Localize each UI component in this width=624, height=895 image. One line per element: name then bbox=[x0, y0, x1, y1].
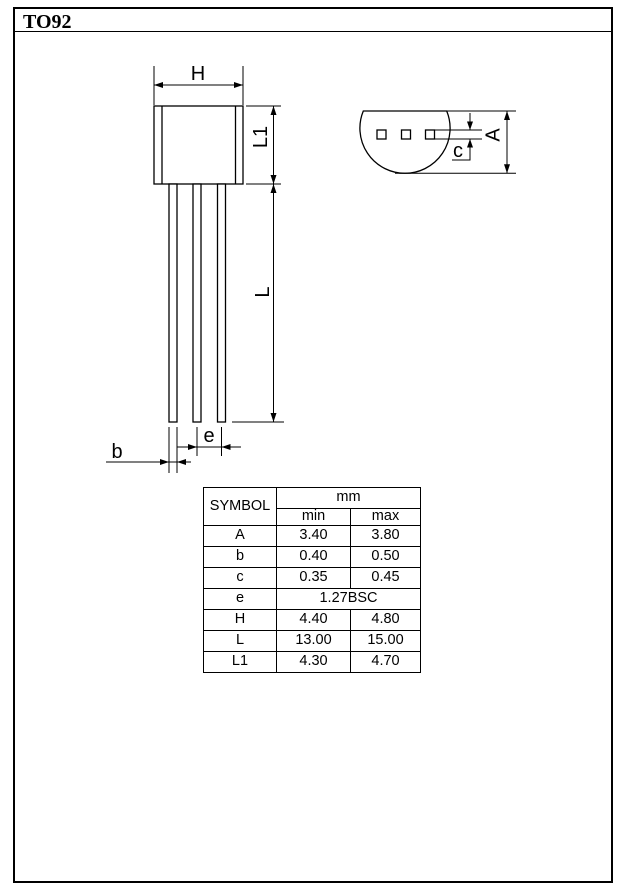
table-row-L1 bbox=[204, 652, 421, 673]
symbol-cell: H bbox=[204, 610, 277, 631]
lead-3-section bbox=[426, 130, 435, 139]
package-body bbox=[154, 106, 243, 184]
min-cell: 4.40 bbox=[277, 610, 351, 631]
dim-label-L1: L1 bbox=[250, 125, 272, 149]
max-cell: 4.70 bbox=[351, 652, 421, 673]
table-header-row-1 bbox=[204, 488, 421, 509]
table-row-e bbox=[204, 589, 421, 610]
table-row-L bbox=[204, 631, 421, 652]
symbol-cell: c bbox=[204, 568, 277, 589]
symbol-cell: b bbox=[204, 547, 277, 568]
front-view bbox=[106, 63, 284, 473]
symbol-cell: L bbox=[204, 631, 277, 652]
table-header-min: min bbox=[277, 509, 351, 526]
dimension-table bbox=[203, 487, 421, 673]
lead-1-section bbox=[377, 130, 386, 139]
lead-1 bbox=[169, 184, 177, 422]
symbol-cell: L1 bbox=[204, 652, 277, 673]
max-cell: 4.80 bbox=[351, 610, 421, 631]
max-cell: 15.00 bbox=[351, 631, 421, 652]
value-cell: 1.27BSC bbox=[277, 589, 421, 610]
table-row-H bbox=[204, 610, 421, 631]
lead-2-section bbox=[402, 130, 411, 139]
max-cell: 0.50 bbox=[351, 547, 421, 568]
dim-label-H: H bbox=[190, 63, 206, 85]
lead-2 bbox=[193, 184, 201, 422]
min-cell: 0.35 bbox=[277, 568, 351, 589]
dim-label-L: L bbox=[252, 286, 274, 298]
symbol-cell: e bbox=[204, 589, 277, 610]
page-title: TO92 bbox=[23, 11, 72, 33]
min-cell: 13.00 bbox=[277, 631, 351, 652]
min-cell: 3.40 bbox=[277, 526, 351, 547]
dim-label-b: b bbox=[111, 441, 123, 463]
min-cell: 4.30 bbox=[277, 652, 351, 673]
table-header-symbol: SYMBOL bbox=[204, 488, 277, 526]
max-cell: 0.45 bbox=[351, 568, 421, 589]
table-row-c bbox=[204, 568, 421, 589]
symbol-cell: A bbox=[204, 526, 277, 547]
min-cell: 0.40 bbox=[277, 547, 351, 568]
max-cell: 3.80 bbox=[351, 526, 421, 547]
dim-label-c: c bbox=[453, 140, 463, 162]
package-body-top-outline bbox=[360, 111, 450, 173]
dim-label-e: e bbox=[203, 425, 215, 447]
top-view bbox=[360, 111, 516, 173]
table-row-A bbox=[204, 526, 421, 547]
dim-label-A: A bbox=[482, 128, 505, 142]
table-row-b bbox=[204, 547, 421, 568]
lead-3 bbox=[218, 184, 226, 422]
table-header-unit: mm bbox=[277, 488, 421, 509]
table-header-max: max bbox=[351, 509, 421, 526]
